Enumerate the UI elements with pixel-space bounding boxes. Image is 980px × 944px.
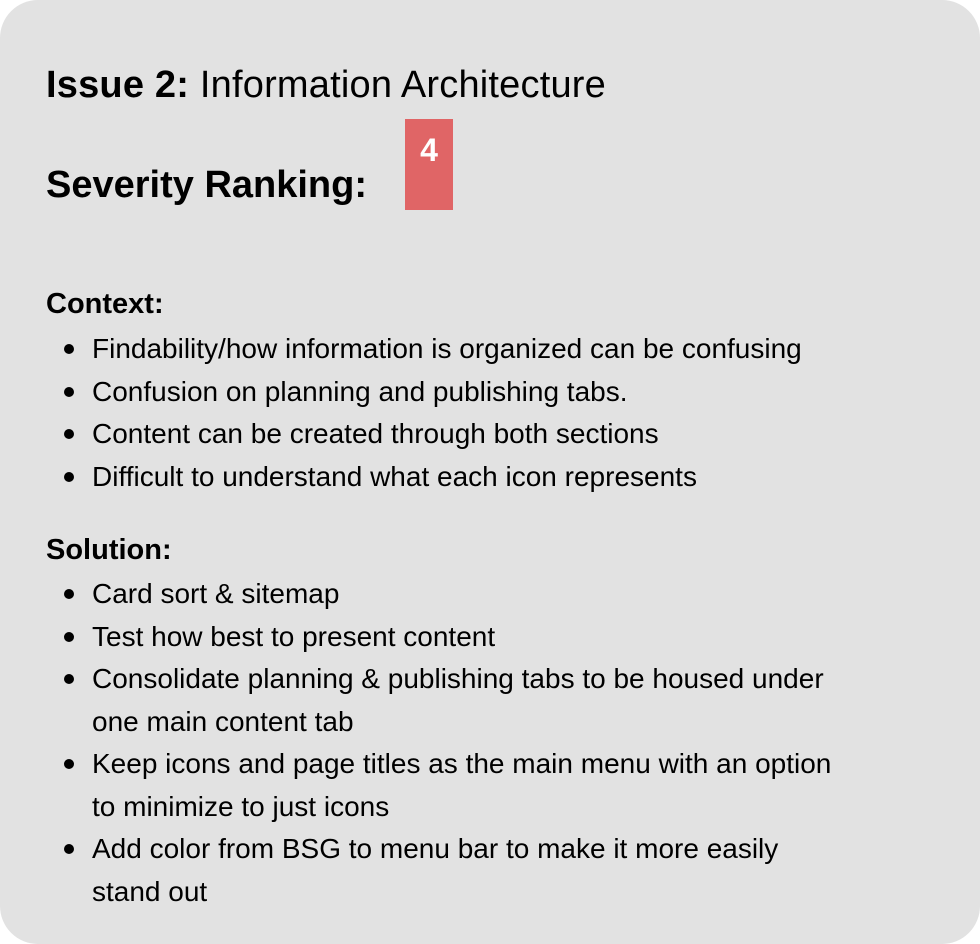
context-item-text: Content can be created through both sections [92,418,659,449]
solution-item-text: Keep icons and page titles as the main menu with an option to minimize to just icons [92,748,832,822]
solution-item [92,616,952,659]
context-item [92,456,952,499]
solution-item [92,828,952,913]
bullet-dot-icon [64,759,74,769]
context-heading: Context: [46,288,164,320]
bullet-dot-icon [64,674,74,684]
context-item-text: Findability/how information is organized can be confusing [92,333,802,364]
issue-label: Issue 2: [46,64,190,106]
bullet-dot-icon [64,387,74,397]
solution-heading: Solution: [46,534,172,566]
solution-list [92,573,952,913]
issue-title-line [46,62,606,108]
severity-badge: 4 [405,119,453,210]
solution-item [92,658,952,743]
issue-title: Information Architecture [199,64,606,106]
context-item-text: Difficult to understand what each icon represents [92,460,697,492]
solution-item-text: Card sort & sitemap [92,578,340,609]
solution-item [92,743,952,828]
bullet-dot-icon [64,344,74,354]
solution-item-text: Add color from BSG to menu bar to make it more easily stand out [92,833,779,907]
solution-item [92,573,952,616]
context-item [92,371,952,414]
severity-label: Severity Ranking: [46,164,367,206]
solution-item-text: Consolidate planning & publishing tabs to be housed under one main content tab [92,663,824,737]
solution-item-text: Test how best to present content [92,620,496,652]
bullet-dot-icon [64,632,74,642]
context-list [92,328,952,498]
context-item [92,413,952,456]
bullet-dot-icon [64,472,74,482]
bullet-dot-icon [64,589,74,599]
context-item [92,328,952,371]
bullet-dot-icon [64,429,74,439]
context-item-text: Confusion on planning and publishing tabs. [92,375,628,407]
bullet-dot-icon [64,844,74,854]
